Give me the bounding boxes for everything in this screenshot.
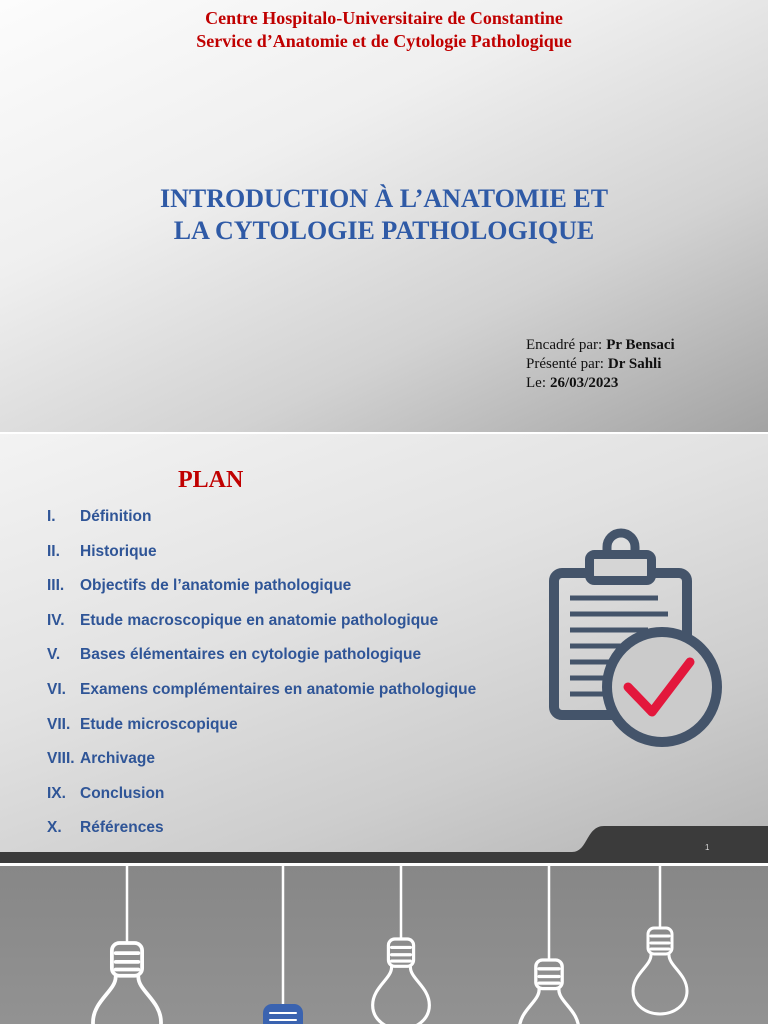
title-line-1: INTRODUCTION À L’ANATOMIE ET xyxy=(159,184,609,213)
plan-heading: PLAN xyxy=(178,467,244,493)
plan-list xyxy=(47,500,476,846)
credit-label: Présenté par: xyxy=(526,356,604,372)
item-number: IX. xyxy=(47,784,66,802)
item-number: VII. xyxy=(47,715,71,733)
list-item xyxy=(47,604,476,639)
list-item xyxy=(47,708,476,743)
lightbulb-icon xyxy=(519,866,578,1024)
credit-label: Le: xyxy=(526,375,546,391)
date-line xyxy=(526,374,675,393)
slide-lightbulbs xyxy=(0,866,768,1024)
list-item xyxy=(47,742,476,777)
institution-name: Centre Hospitalo-Universitaire de Constantine xyxy=(205,8,563,28)
clipboard-check-icon xyxy=(540,524,730,754)
footer-shape xyxy=(0,826,768,863)
list-item xyxy=(47,535,476,570)
item-number: VI. xyxy=(47,680,66,698)
item-text: Archivage xyxy=(80,750,155,768)
list-item xyxy=(47,673,476,708)
credits-block xyxy=(526,336,675,393)
item-text: Références xyxy=(80,819,164,837)
clipboard-clip xyxy=(590,555,652,581)
credit-value: Dr Sahli xyxy=(607,356,662,372)
presenter-line xyxy=(526,355,675,374)
item-number: III. xyxy=(47,577,65,595)
item-number: II. xyxy=(47,542,60,560)
item-text: Définition xyxy=(80,508,152,525)
list-item xyxy=(47,777,476,812)
slide-title xyxy=(0,0,768,432)
item-number: VIII. xyxy=(47,750,75,768)
list-item xyxy=(47,569,476,604)
slide-footer-bar xyxy=(0,823,768,863)
item-text: Bases élémentaires en cytologie pathologique xyxy=(80,646,422,664)
item-number: I. xyxy=(47,508,56,525)
credit-value: Pr Bensaci xyxy=(606,337,675,353)
list-item xyxy=(47,638,476,673)
lightbulb-icon xyxy=(633,866,687,1014)
list-item xyxy=(47,500,476,535)
lightbulb-icon xyxy=(93,866,161,1024)
item-number: IV. xyxy=(47,611,65,629)
lightbulb-icon xyxy=(263,866,303,1024)
slide-plan xyxy=(0,434,768,863)
lightbulb-icon xyxy=(373,866,430,1024)
supervisor-line xyxy=(526,336,675,355)
credit-label: Encadré par: xyxy=(526,337,603,353)
hanging-lightbulbs-icon xyxy=(0,866,768,1024)
page-number: 1 xyxy=(705,843,710,852)
item-text: Conclusion xyxy=(80,784,165,802)
item-text: Etude macroscopique en anatomie pathologique xyxy=(80,611,439,629)
item-text: Examens complémentaires en anatomie pathologique xyxy=(80,680,477,698)
institution-header xyxy=(0,7,768,53)
department-name: Service d’Anatomie et de Cytologie Pathologique xyxy=(196,31,572,51)
item-text: Historique xyxy=(80,542,157,560)
presentation-title xyxy=(0,183,768,247)
item-number: V. xyxy=(47,646,61,664)
item-text: Etude microscopique xyxy=(80,715,238,733)
title-line-2: LA CYTOLOGIE PATHOLOGIQUE xyxy=(173,216,595,245)
item-number: X. xyxy=(47,819,62,837)
item-text: Objectifs de l’anatomie pathologique xyxy=(80,577,352,595)
credit-value: 26/03/2023 xyxy=(550,375,619,391)
